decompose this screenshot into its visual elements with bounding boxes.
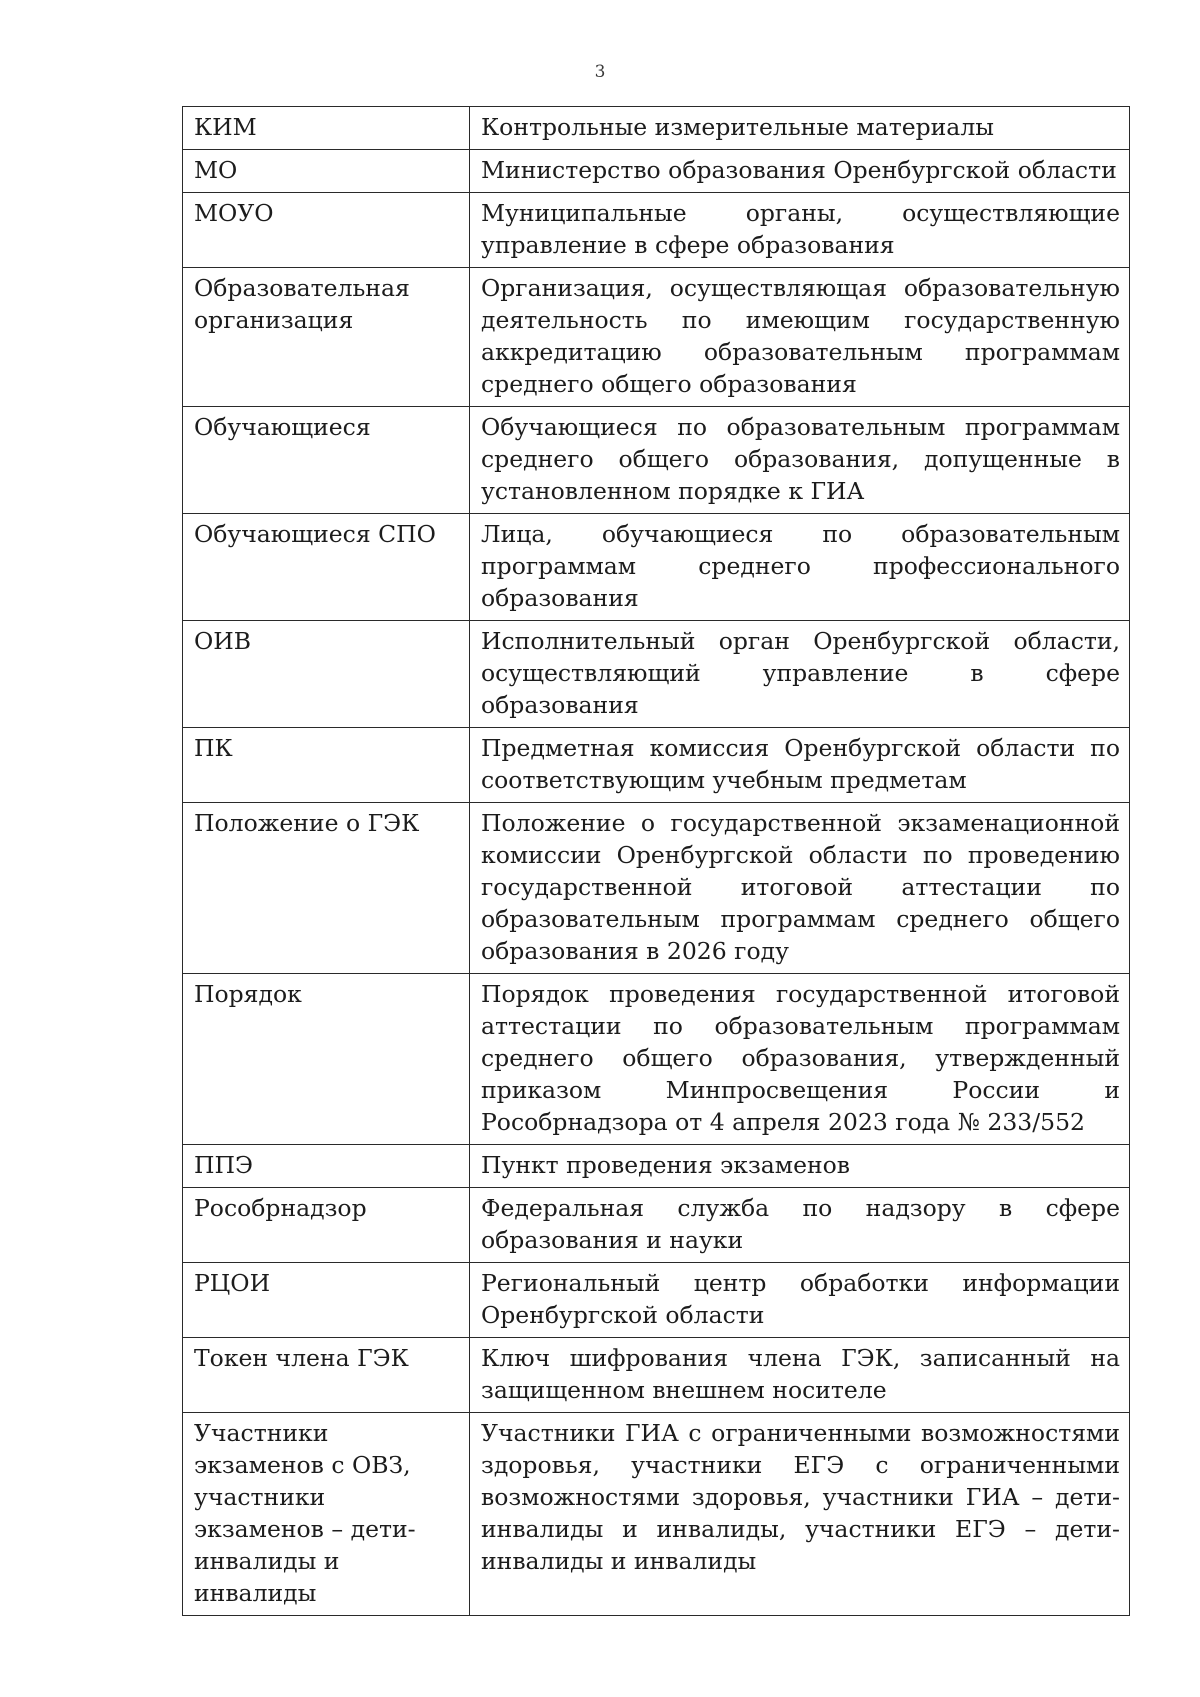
definition-cell: Обучающиеся по образовательным программам среднего общего образования, допущенные в установленном порядке к ГИА [470,407,1130,514]
term-cell: Участники экзаменов с ОВЗ, участники экзаменов – дети-инвалиды и инвалиды [183,1413,470,1616]
abbreviations-table [182,106,1130,1616]
term-cell: КИМ [183,107,470,150]
table-row [183,728,1130,803]
definition-cell: Порядок проведения государственной итоговой аттестации по образовательным программам среднего общего образования, утвержденный приказом Минпросвещения России и Рособрнадзора от 4 апреля 2023 года № 233/552 [470,974,1130,1145]
definition-cell: Предметная комиссия Оренбургской области по соответствующим учебным предметам [470,728,1130,803]
term-cell: МО [183,150,470,193]
table-row [183,268,1130,407]
definition-cell: Лица, обучающиеся по образовательным программам среднего профессионального образования [470,514,1130,621]
table-row [183,150,1130,193]
term-cell: ОИВ [183,621,470,728]
term-cell: Токен члена ГЭК [183,1338,470,1413]
term-cell: Положение о ГЭК [183,803,470,974]
table-row [183,193,1130,268]
table-row [183,1413,1130,1616]
table-row [183,1188,1130,1263]
term-cell: Обучающиеся [183,407,470,514]
definition-cell: Исполнительный орган Оренбургской области, осуществляющий управление в сфере образования [470,621,1130,728]
definition-cell: Ключ шифрования члена ГЭК, записанный на защищенном внешнем носителе [470,1338,1130,1413]
term-cell: МОУО [183,193,470,268]
table-row [183,1338,1130,1413]
table-row [183,803,1130,974]
definition-cell: Участники ГИА с ограниченными возможностями здоровья, участники ЕГЭ с ограниченными возможностями здоровья, участники ГИА – дети-инвалиды и инвалиды, участники ЕГЭ – дети-инвалиды и инвалиды [470,1413,1130,1616]
term-cell: Порядок [183,974,470,1145]
term-cell: ПК [183,728,470,803]
definition-cell: Региональный центр обработки информации Оренбургской области [470,1263,1130,1338]
term-cell: РЦОИ [183,1263,470,1338]
term-cell: ППЭ [183,1145,470,1188]
table-row [183,107,1130,150]
table-row [183,514,1130,621]
table-row [183,1263,1130,1338]
definition-cell: Муниципальные органы, осуществляющие управление в сфере образования [470,193,1130,268]
table-row [183,407,1130,514]
table-row [183,1145,1130,1188]
definition-cell: Положение о государственной экзаменационной комиссии Оренбургской области по проведению государственной итоговой аттестации по образовательным программам среднего общего образования в 2026 году [470,803,1130,974]
table-row [183,621,1130,728]
term-cell: Рособрнадзор [183,1188,470,1263]
definition-cell: Контрольные измерительные материалы [470,107,1130,150]
term-cell: Обучающиеся СПО [183,514,470,621]
page-number: 3 [594,62,606,82]
definition-cell: Министерство образования Оренбургской области [470,150,1130,193]
definition-cell: Пункт проведения экзаменов [470,1145,1130,1188]
table-row [183,974,1130,1145]
term-cell: Образовательная организация [183,268,470,407]
definition-cell: Федеральная служба по надзору в сфере образования и науки [470,1188,1130,1263]
definition-cell: Организация, осуществляющая образовательную деятельность по имеющим государственную аккредитацию образовательным программам среднего общего образования [470,268,1130,407]
